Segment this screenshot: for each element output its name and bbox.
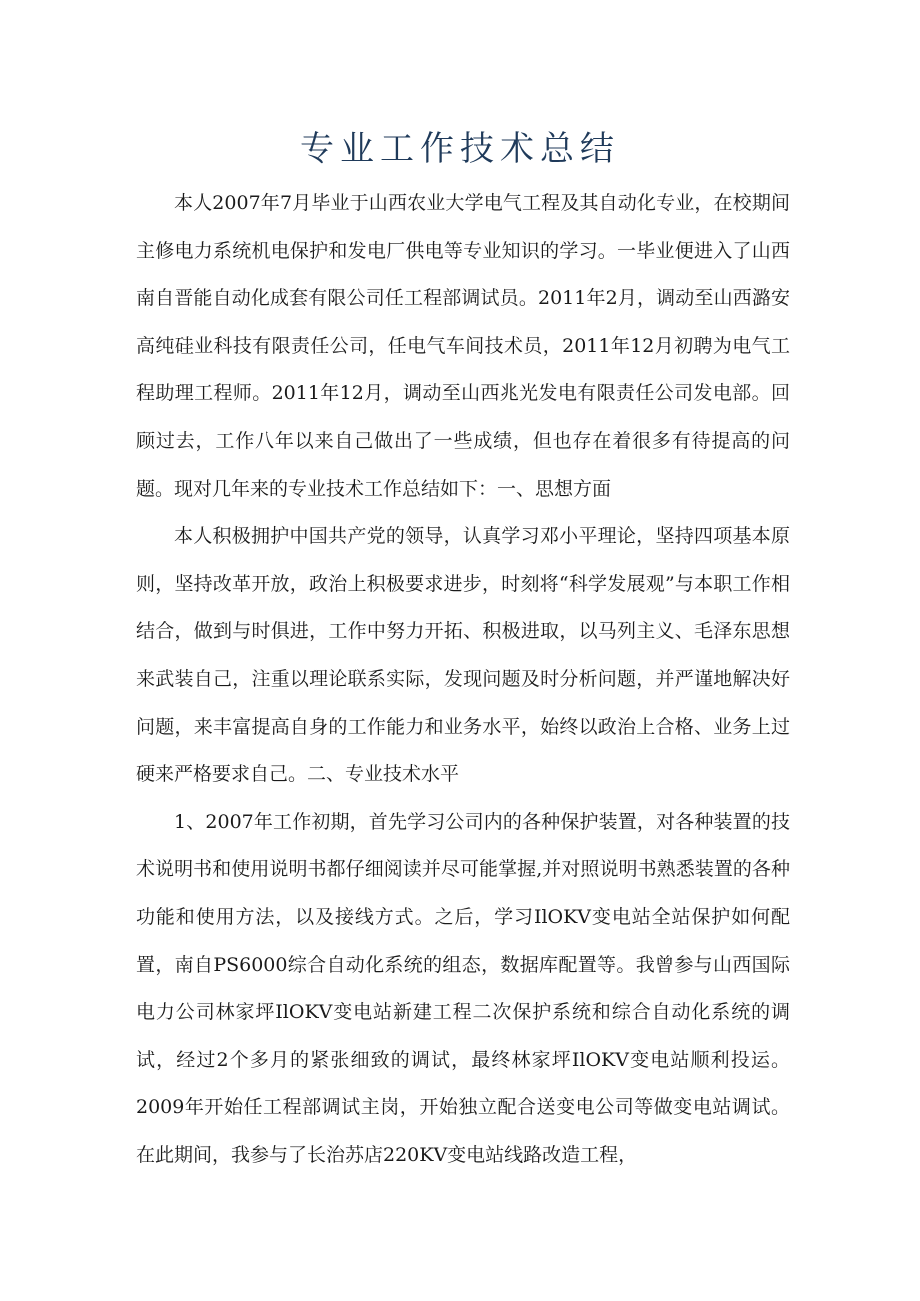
document-title: 专业工作技术总结 (300, 129, 620, 169)
paragraph-technical-work: 1、2007年工作初期，首先学习公司内的各种保护装置，对各种装置的技术说明书和使用说明书都仔细阅读并尽可能掌握,并对照说明书熟悉装置的各种功能和使用方法，以及接线方式。之后，学习IlOKV变电站全站保护如何配置，南自PS6000综合自动化系统的组态，数据库配置等。我曾参与山西国际电力公司林家坪IlOKV变电站新建工程二次保护系统和综合自动化系统的调试，经过2个多月的紧张细致的调试，最终林家坪IlOKV变电站顺利投运。2009年开始任工程部调试主岗，开始独立配合送变电公司等做变电站调试。在此期间，我参与了长治苏店220KV变电站线路改造工程， (136, 810, 790, 1166)
paragraph-ideology: 本人积极拥护中国共产党的领导，认真学习邓小平理论，坚持四项基本原则，坚持改革开放，政治上积极要求进步，时刻将“科学发展观”与本职工作相结合，做到与时俱进，工作中努力开拓、积极进取，以马列主义、毛泽东思想来武装自己，注重以理论联系实际，发现问题及时分析问题，并严谨地解决好问题，来丰富提高自身的工作能力和业务水平，始终以政治上合格、业务上过硬来严格要求自己。二、专业技术水平 (136, 525, 790, 786)
document-body (136, 180, 790, 1179)
paragraph-graduation-and-career: 本人2007年7月毕业于山西农业大学电气工程及其自动化专业，在校期间主修电力系统机电保护和发电厂供电等专业知识的学习。一毕业便进入了山西南自晋能自动化成套有限公司任工程部调试员。2011年2月，调动至山西潞安高纯硅业科技有限责任公司，任电气车间技术员，2011年12月初聘为电气工程助理工程师。2011年12月，调动至山西兆光发电有限责任公司发电部。回顾过去，工作八年以来自己做出了一些成绩，但也存在着很多有待提高的问题。现对几年来的专业技术工作总结如下：一、思想方面 (136, 192, 790, 500)
